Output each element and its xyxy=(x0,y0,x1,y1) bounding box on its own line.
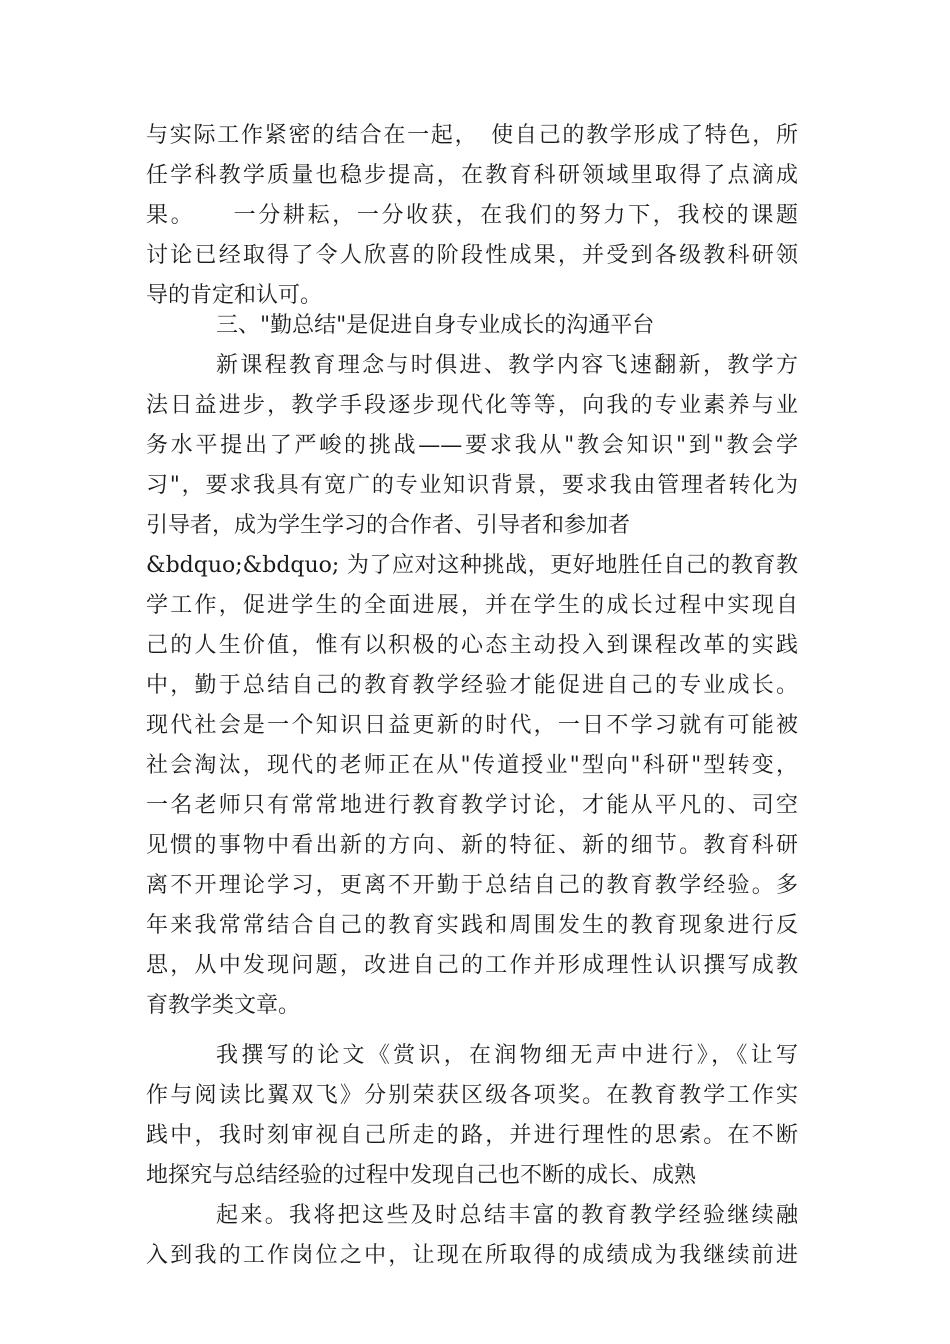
text-line: &bdquo;&bdquo; 为了应对这种挑战，更好地胜任自己的教育教 xyxy=(146,553,798,578)
text-line: 育教学类文章。 xyxy=(146,993,301,1018)
text-line: 现代社会是一个知识日益更新的时代，一日不学习就有可能被 xyxy=(146,713,798,738)
text-line: 入到我的工作岗位之中，让现在所取得的成绩成为我继续前进 xyxy=(146,1243,798,1268)
text-line: 践中，我时刻审视自己所走的路，并进行理性的思索。在不断 xyxy=(146,1123,798,1148)
text-line: 法日益进步，教学手段逐步现代化等等，向我的专业素养与业 xyxy=(146,393,798,418)
text-line: 社会淘汰，现代的老师正在从"传道授业"型向"科研"型转变， xyxy=(146,753,798,778)
text-line: 离不开理论学习，更离不开勤于总结自己的教育教学经验。多 xyxy=(146,873,798,898)
section-heading: 三、"勤总结"是促进自身专业成长的沟通平台 xyxy=(216,313,655,338)
text-line: 见惯的事物中看出新的方向、新的特征、新的细节。教育科研 xyxy=(146,833,798,858)
text-line: 与实际工作紧密的结合在一起， 使自己的教学形成了特色，所 xyxy=(146,123,798,148)
text-line: 习"，要求我具有宽广的专业知识背景，要求我由管理者转化为 xyxy=(146,473,798,498)
text-line: 我撰写的论文《赏识，在润物细无声中进行》，《让写 xyxy=(216,1043,798,1068)
text-line: 一名老师只有常常地进行教育教学讨论，才能从平凡的、司空 xyxy=(146,793,798,818)
text-line: 导的肯定和认可。 xyxy=(146,283,323,308)
text-line: 己的人生价值，惟有以积极的心态主动投入到课程改革的实践 xyxy=(146,633,798,658)
text-line: 学工作，促进学生的全面进展，并在学生的成长过程中实现自 xyxy=(146,593,798,618)
text-line: 新课程教育理念与时俱进、教学内容飞速翻新，教学方 xyxy=(216,353,798,378)
text-line: 中，勤于总结自己的教育教学经验才能促进自己的专业成长。 xyxy=(146,673,798,698)
text-line: 引导者，成为学生学习的合作者、引导者和参加者 xyxy=(146,513,631,538)
text-line: 地探究与总结经验的过程中发现自己也不断的成长、成熟 xyxy=(146,1163,697,1188)
text-line: 果。 一分耕耘，一分收获，在我们的努力下，我校的课题 xyxy=(146,203,798,228)
text-line: 思，从中发现问题，改进自己的工作并形成理性认识撰写成教 xyxy=(146,953,798,978)
text-line: 起来。我将把这些及时总结丰富的教育教学经验继续融 xyxy=(216,1203,798,1228)
text-line: 年来我常常结合自己的教育实践和周围发生的教育现象进行反 xyxy=(146,913,798,938)
text-line: 任学科教学质量也稳步提高，在教育科研领域里取得了点滴成 xyxy=(146,163,798,188)
text-line: 作与阅读比翼双飞》分别荣获区级各项奖。在教育教学工作实 xyxy=(146,1083,798,1108)
text-line: 讨论已经取得了令人欣喜的阶段性成果，并受到各级教科研领 xyxy=(146,243,798,268)
text-line: 务水平提出了严峻的挑战——要求我从"教会知识"到"教会学 xyxy=(146,433,798,458)
